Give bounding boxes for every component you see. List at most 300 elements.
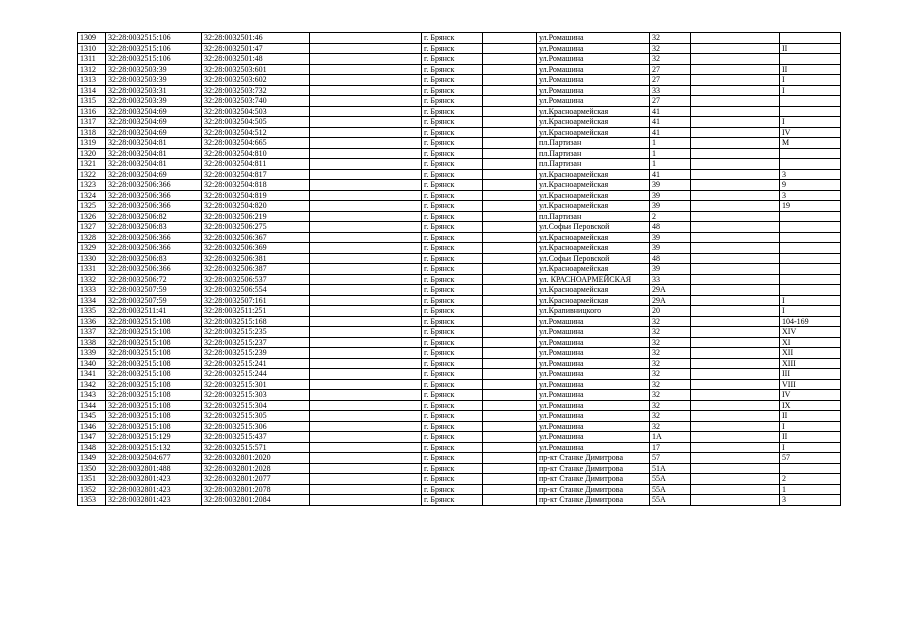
cell-premises-number xyxy=(780,211,841,222)
cell-street: пл.Партизан xyxy=(537,138,650,149)
cell-street: ул.Софьи Перовской xyxy=(537,222,650,233)
cell-cadastral-number: 32:28:0032506:275 xyxy=(202,222,310,233)
cell-house-number: 27 xyxy=(650,64,691,75)
cell-premises-number xyxy=(780,264,841,275)
cell-cadastral-number: 32:28:0032515:241 xyxy=(202,358,310,369)
cell-blank-column xyxy=(483,358,537,369)
cell-street: ул.Красноармейская xyxy=(537,264,650,275)
cell-empty-column xyxy=(310,327,422,338)
cell-house-number: 32 xyxy=(650,421,691,432)
table-row xyxy=(78,222,841,233)
cell-blank-column-2 xyxy=(691,400,780,411)
cell-blank-column xyxy=(483,379,537,390)
cell-blank-column-2 xyxy=(691,316,780,327)
cell-cadastral-number: 32:28:0032501:46 xyxy=(202,33,310,44)
table-row xyxy=(78,211,841,222)
cell-city: г. Брянск xyxy=(422,358,483,369)
cell-row-number: 1312 xyxy=(78,64,106,75)
cell-city: г. Брянск xyxy=(422,421,483,432)
cell-empty-column xyxy=(310,64,422,75)
cell-empty-column xyxy=(310,211,422,222)
cell-premises-number xyxy=(780,222,841,233)
cell-parent-cadastral-number: 32:28:0032506:366 xyxy=(106,190,202,201)
cell-blank-column xyxy=(483,453,537,464)
cell-row-number: 1334 xyxy=(78,295,106,306)
cell-premises-number: 57 xyxy=(780,453,841,464)
cell-street: ул.Ромашина xyxy=(537,400,650,411)
cell-blank-column xyxy=(483,369,537,380)
cell-premises-number xyxy=(780,232,841,243)
cell-city: г. Брянск xyxy=(422,400,483,411)
cell-cadastral-number: 32:28:0032515:304 xyxy=(202,400,310,411)
cell-blank-column xyxy=(483,190,537,201)
cell-blank-column xyxy=(483,232,537,243)
cell-empty-column xyxy=(310,348,422,359)
cell-empty-column xyxy=(310,306,422,317)
cell-row-number: 1349 xyxy=(78,453,106,464)
cell-parent-cadastral-number: 32:28:0032504:81 xyxy=(106,159,202,170)
cell-row-number: 1345 xyxy=(78,411,106,422)
cell-cadastral-number: 32:28:0032503:602 xyxy=(202,75,310,86)
cell-city: г. Брянск xyxy=(422,85,483,96)
cell-cadastral-number: 32:28:0032515:303 xyxy=(202,390,310,401)
cell-cadastral-number: 32:28:0032506:381 xyxy=(202,253,310,264)
cell-blank-column-2 xyxy=(691,327,780,338)
cell-cadastral-number: 32:28:0032506:369 xyxy=(202,243,310,254)
cell-street: ул.Ромашина xyxy=(537,96,650,107)
cell-blank-column xyxy=(483,201,537,212)
cell-parent-cadastral-number: 32:28:0032515:108 xyxy=(106,327,202,338)
cell-row-number: 1320 xyxy=(78,148,106,159)
cell-city: г. Брянск xyxy=(422,253,483,264)
cell-row-number: 1326 xyxy=(78,211,106,222)
cell-street: ул.Ромашина xyxy=(537,54,650,65)
cell-empty-column xyxy=(310,201,422,212)
cell-blank-column xyxy=(483,106,537,117)
cell-blank-column xyxy=(483,484,537,495)
cell-blank-column xyxy=(483,64,537,75)
cell-parent-cadastral-number: 32:28:0032801:423 xyxy=(106,495,202,506)
cell-blank-column-2 xyxy=(691,390,780,401)
cell-parent-cadastral-number: 32:28:0032507:59 xyxy=(106,295,202,306)
cell-cadastral-number: 32:28:0032515:437 xyxy=(202,432,310,443)
table-row xyxy=(78,180,841,191)
cell-cadastral-number: 32:28:0032506:367 xyxy=(202,232,310,243)
cell-cadastral-number: 32:28:0032501:47 xyxy=(202,43,310,54)
cell-premises-number: IV xyxy=(780,390,841,401)
table-row xyxy=(78,148,841,159)
cell-parent-cadastral-number: 32:28:0032506:366 xyxy=(106,243,202,254)
cell-city: г. Брянск xyxy=(422,274,483,285)
table-row xyxy=(78,96,841,107)
cell-city: г. Брянск xyxy=(422,379,483,390)
cell-row-number: 1324 xyxy=(78,190,106,201)
cell-house-number: 55А xyxy=(650,484,691,495)
cell-blank-column-2 xyxy=(691,369,780,380)
cell-blank-column xyxy=(483,442,537,453)
cell-house-number: 41 xyxy=(650,106,691,117)
cell-street: ул.Ромашина xyxy=(537,411,650,422)
cell-house-number: 32 xyxy=(650,400,691,411)
cell-street: пл.Партизан xyxy=(537,148,650,159)
cell-street: ул.Софьи Перовской xyxy=(537,253,650,264)
cell-parent-cadastral-number: 32:28:0032515:108 xyxy=(106,390,202,401)
cell-city: г. Брянск xyxy=(422,285,483,296)
cell-row-number: 1329 xyxy=(78,243,106,254)
table-row xyxy=(78,358,841,369)
cell-premises-number xyxy=(780,285,841,296)
cell-empty-column xyxy=(310,484,422,495)
cell-street: ул.Ромашина xyxy=(537,316,650,327)
cell-blank-column-2 xyxy=(691,33,780,44)
cell-blank-column-2 xyxy=(691,96,780,107)
table-row xyxy=(78,253,841,264)
cell-parent-cadastral-number: 32:28:0032504:677 xyxy=(106,453,202,464)
cell-empty-column xyxy=(310,85,422,96)
cell-premises-number: II xyxy=(780,64,841,75)
cell-house-number: 32 xyxy=(650,348,691,359)
cell-house-number: 32 xyxy=(650,337,691,348)
cell-street: ул.Красноармейская xyxy=(537,243,650,254)
cell-city: г. Брянск xyxy=(422,201,483,212)
cell-street: ул.Красноармейская xyxy=(537,201,650,212)
cell-premises-number: 104-169 xyxy=(780,316,841,327)
cell-row-number: 1309 xyxy=(78,33,106,44)
table-row xyxy=(78,442,841,453)
cell-cadastral-number: 32:28:0032515:237 xyxy=(202,337,310,348)
cell-row-number: 1352 xyxy=(78,484,106,495)
cell-city: г. Брянск xyxy=(422,442,483,453)
cell-blank-column-2 xyxy=(691,222,780,233)
cell-parent-cadastral-number: 32:28:0032506:366 xyxy=(106,180,202,191)
cell-row-number: 1314 xyxy=(78,85,106,96)
cell-blank-column xyxy=(483,400,537,411)
cell-blank-column-2 xyxy=(691,190,780,201)
cell-row-number: 1333 xyxy=(78,285,106,296)
cell-blank-column xyxy=(483,337,537,348)
table-row xyxy=(78,327,841,338)
cell-house-number: 55А xyxy=(650,474,691,485)
cell-city: г. Брянск xyxy=(422,264,483,275)
cell-cadastral-number: 32:28:0032504:665 xyxy=(202,138,310,149)
cell-parent-cadastral-number: 32:28:0032503:39 xyxy=(106,75,202,86)
cell-parent-cadastral-number: 32:28:0032515:106 xyxy=(106,33,202,44)
cell-cadastral-number: 32:28:0032801:2020 xyxy=(202,453,310,464)
cell-city: г. Брянск xyxy=(422,337,483,348)
cell-house-number: 33 xyxy=(650,274,691,285)
cell-premises-number: M xyxy=(780,138,841,149)
cell-empty-column xyxy=(310,222,422,233)
cell-row-number: 1332 xyxy=(78,274,106,285)
table-row xyxy=(78,421,841,432)
cell-row-number: 1318 xyxy=(78,127,106,138)
cell-blank-column-2 xyxy=(691,264,780,275)
cell-parent-cadastral-number: 32:28:0032504:69 xyxy=(106,117,202,128)
cell-premises-number: 19 xyxy=(780,201,841,212)
cell-parent-cadastral-number: 32:28:0032503:39 xyxy=(106,64,202,75)
cell-premises-number: XII xyxy=(780,348,841,359)
cell-row-number: 1331 xyxy=(78,264,106,275)
cell-street: ул.Ромашина xyxy=(537,369,650,380)
cell-empty-column xyxy=(310,169,422,180)
cell-row-number: 1347 xyxy=(78,432,106,443)
cell-house-number: 57 xyxy=(650,453,691,464)
cell-empty-column xyxy=(310,96,422,107)
cell-parent-cadastral-number: 32:28:0032515:108 xyxy=(106,411,202,422)
cell-city: г. Брянск xyxy=(422,64,483,75)
cell-row-number: 1342 xyxy=(78,379,106,390)
cell-premises-number xyxy=(780,159,841,170)
cell-row-number: 1353 xyxy=(78,495,106,506)
cell-premises-number: 9 xyxy=(780,180,841,191)
cell-blank-column-2 xyxy=(691,169,780,180)
cell-row-number: 1327 xyxy=(78,222,106,233)
table-row xyxy=(78,348,841,359)
cell-blank-column xyxy=(483,96,537,107)
cell-blank-column xyxy=(483,421,537,432)
cell-empty-column xyxy=(310,243,422,254)
cell-cadastral-number: 32:28:0032506:537 xyxy=(202,274,310,285)
registry-table-body xyxy=(78,33,841,506)
cell-street: ул.Красноармейская xyxy=(537,285,650,296)
cell-blank-column xyxy=(483,432,537,443)
cell-city: г. Брянск xyxy=(422,180,483,191)
cell-house-number: 29А xyxy=(650,285,691,296)
table-row xyxy=(78,411,841,422)
cell-cadastral-number: 32:28:0032801:2077 xyxy=(202,474,310,485)
cell-row-number: 1350 xyxy=(78,463,106,474)
cell-city: г. Брянск xyxy=(422,117,483,128)
cell-blank-column-2 xyxy=(691,159,780,170)
table-row xyxy=(78,33,841,44)
cell-cadastral-number: 32:28:0032504:820 xyxy=(202,201,310,212)
table-row xyxy=(78,474,841,485)
cell-blank-column xyxy=(483,463,537,474)
cell-empty-column xyxy=(310,442,422,453)
cell-premises-number: IX xyxy=(780,400,841,411)
cell-city: г. Брянск xyxy=(422,306,483,317)
cell-house-number: 32 xyxy=(650,411,691,422)
cell-empty-column xyxy=(310,358,422,369)
cell-blank-column xyxy=(483,285,537,296)
cell-city: г. Брянск xyxy=(422,106,483,117)
cell-empty-column xyxy=(310,285,422,296)
cell-house-number: 32 xyxy=(650,43,691,54)
cell-street: ул.Красноармейская xyxy=(537,295,650,306)
cell-house-number: 1 xyxy=(650,138,691,149)
cell-house-number: 20 xyxy=(650,306,691,317)
cell-empty-column xyxy=(310,411,422,422)
cell-row-number: 1338 xyxy=(78,337,106,348)
cell-premises-number: 3 xyxy=(780,495,841,506)
cell-row-number: 1336 xyxy=(78,316,106,327)
cell-parent-cadastral-number: 32:28:0032503:31 xyxy=(106,85,202,96)
cell-cadastral-number: 32:28:0032506:387 xyxy=(202,264,310,275)
table-row xyxy=(78,400,841,411)
cell-blank-column xyxy=(483,316,537,327)
cell-row-number: 1351 xyxy=(78,474,106,485)
cell-city: г. Брянск xyxy=(422,33,483,44)
cell-row-number: 1341 xyxy=(78,369,106,380)
cell-street: пр-кт Станке Димитрова xyxy=(537,453,650,464)
cell-row-number: 1330 xyxy=(78,253,106,264)
cell-empty-column xyxy=(310,253,422,264)
table-row xyxy=(78,190,841,201)
table-row xyxy=(78,43,841,54)
cell-blank-column-2 xyxy=(691,358,780,369)
cell-cadastral-number: 32:28:0032503:732 xyxy=(202,85,310,96)
cell-street: пл.Партизан xyxy=(537,159,650,170)
cell-house-number: 32 xyxy=(650,316,691,327)
cell-parent-cadastral-number: 32:28:0032515:108 xyxy=(106,400,202,411)
cell-blank-column-2 xyxy=(691,106,780,117)
cell-row-number: 1311 xyxy=(78,54,106,65)
cell-empty-column xyxy=(310,495,422,506)
cell-premises-number: IV xyxy=(780,127,841,138)
cell-city: г. Брянск xyxy=(422,96,483,107)
cell-empty-column xyxy=(310,106,422,117)
cell-blank-column xyxy=(483,117,537,128)
cell-premises-number: I xyxy=(780,117,841,128)
cell-empty-column xyxy=(310,463,422,474)
cell-premises-number: 3 xyxy=(780,190,841,201)
cell-street: ул.Ромашина xyxy=(537,85,650,96)
table-row xyxy=(78,453,841,464)
cell-blank-column xyxy=(483,474,537,485)
table-row xyxy=(78,75,841,86)
cell-empty-column xyxy=(310,75,422,86)
cell-cadastral-number: 32:28:0032511:251 xyxy=(202,306,310,317)
cell-parent-cadastral-number: 32:28:0032515:129 xyxy=(106,432,202,443)
cell-parent-cadastral-number: 32:28:0032515:106 xyxy=(106,54,202,65)
cell-house-number: 39 xyxy=(650,180,691,191)
table-row xyxy=(78,201,841,212)
cell-cadastral-number: 32:28:0032515:239 xyxy=(202,348,310,359)
cell-street: пр-кт Станке Димитрова xyxy=(537,463,650,474)
table-row xyxy=(78,117,841,128)
cell-premises-number xyxy=(780,106,841,117)
table-row xyxy=(78,64,841,75)
cell-house-number: 1 xyxy=(650,159,691,170)
cell-premises-number: XI xyxy=(780,337,841,348)
cell-empty-column xyxy=(310,400,422,411)
cell-empty-column xyxy=(310,274,422,285)
cell-parent-cadastral-number: 32:28:0032515:106 xyxy=(106,43,202,54)
cell-blank-column-2 xyxy=(691,43,780,54)
cell-house-number: 33 xyxy=(650,85,691,96)
cell-blank-column-2 xyxy=(691,442,780,453)
cell-parent-cadastral-number: 32:28:0032504:69 xyxy=(106,169,202,180)
cell-cadastral-number: 32:28:0032504:512 xyxy=(202,127,310,138)
cell-street: ул.Красноармейская xyxy=(537,169,650,180)
cell-street: ул.Ромашина xyxy=(537,75,650,86)
cell-cadastral-number: 32:28:0032515:168 xyxy=(202,316,310,327)
cell-blank-column xyxy=(483,54,537,65)
cell-premises-number: I xyxy=(780,306,841,317)
cell-cadastral-number: 32:28:0032506:219 xyxy=(202,211,310,222)
table-row xyxy=(78,379,841,390)
cell-city: г. Брянск xyxy=(422,316,483,327)
cell-house-number: 41 xyxy=(650,169,691,180)
cell-premises-number: I xyxy=(780,85,841,96)
cell-empty-column xyxy=(310,117,422,128)
table-row xyxy=(78,127,841,138)
cell-row-number: 1325 xyxy=(78,201,106,212)
cell-premises-number xyxy=(780,243,841,254)
cell-blank-column-2 xyxy=(691,117,780,128)
cell-row-number: 1343 xyxy=(78,390,106,401)
cell-blank-column-2 xyxy=(691,85,780,96)
cell-parent-cadastral-number: 32:28:0032506:82 xyxy=(106,211,202,222)
cell-street: ул.Красноармейская xyxy=(537,232,650,243)
cell-city: г. Брянск xyxy=(422,232,483,243)
cell-house-number: 39 xyxy=(650,264,691,275)
cell-street: ул.Красноармейская xyxy=(537,117,650,128)
cell-row-number: 1340 xyxy=(78,358,106,369)
cell-blank-column xyxy=(483,148,537,159)
cell-street: ул.Ромашина xyxy=(537,432,650,443)
cell-premises-number: I xyxy=(780,442,841,453)
cell-cadastral-number: 32:28:0032501:48 xyxy=(202,54,310,65)
cell-house-number: 48 xyxy=(650,222,691,233)
table-row xyxy=(78,484,841,495)
cell-cadastral-number: 32:28:0032504:811 xyxy=(202,159,310,170)
cell-parent-cadastral-number: 32:28:0032506:366 xyxy=(106,201,202,212)
cell-blank-column-2 xyxy=(691,474,780,485)
cell-row-number: 1348 xyxy=(78,442,106,453)
cell-street: ул.Ромашина xyxy=(537,379,650,390)
cell-cadastral-number: 32:28:0032504:503 xyxy=(202,106,310,117)
cell-house-number: 48 xyxy=(650,253,691,264)
cell-premises-number xyxy=(780,463,841,474)
cell-blank-column-2 xyxy=(691,127,780,138)
cell-house-number: 2 xyxy=(650,211,691,222)
cell-empty-column xyxy=(310,190,422,201)
cell-empty-column xyxy=(310,264,422,275)
cell-blank-column-2 xyxy=(691,348,780,359)
cell-city: г. Брянск xyxy=(422,495,483,506)
cell-parent-cadastral-number: 32:28:0032801:423 xyxy=(106,474,202,485)
cell-street: ул.Крапивницкого xyxy=(537,306,650,317)
cell-parent-cadastral-number: 32:28:0032504:81 xyxy=(106,148,202,159)
cell-city: г. Брянск xyxy=(422,484,483,495)
cell-empty-column xyxy=(310,33,422,44)
cell-cadastral-number: 32:28:0032503:740 xyxy=(202,96,310,107)
cell-street: ул.Красноармейская xyxy=(537,180,650,191)
cell-empty-column xyxy=(310,43,422,54)
cell-blank-column-2 xyxy=(691,54,780,65)
cell-blank-column-2 xyxy=(691,484,780,495)
cell-blank-column xyxy=(483,127,537,138)
table-row xyxy=(78,390,841,401)
cell-empty-column xyxy=(310,316,422,327)
cell-premises-number xyxy=(780,274,841,285)
cell-city: г. Брянск xyxy=(422,463,483,474)
cell-cadastral-number: 32:28:0032504:818 xyxy=(202,180,310,191)
cell-blank-column xyxy=(483,43,537,54)
cell-city: г. Брянск xyxy=(422,211,483,222)
cell-empty-column xyxy=(310,127,422,138)
cell-cadastral-number: 32:28:0032503:601 xyxy=(202,64,310,75)
cell-blank-column-2 xyxy=(691,64,780,75)
cell-row-number: 1335 xyxy=(78,306,106,317)
cell-blank-column xyxy=(483,348,537,359)
cell-empty-column xyxy=(310,337,422,348)
cell-blank-column xyxy=(483,138,537,149)
cell-house-number: 29А xyxy=(650,295,691,306)
cell-premises-number: I xyxy=(780,295,841,306)
cell-blank-column-2 xyxy=(691,463,780,474)
